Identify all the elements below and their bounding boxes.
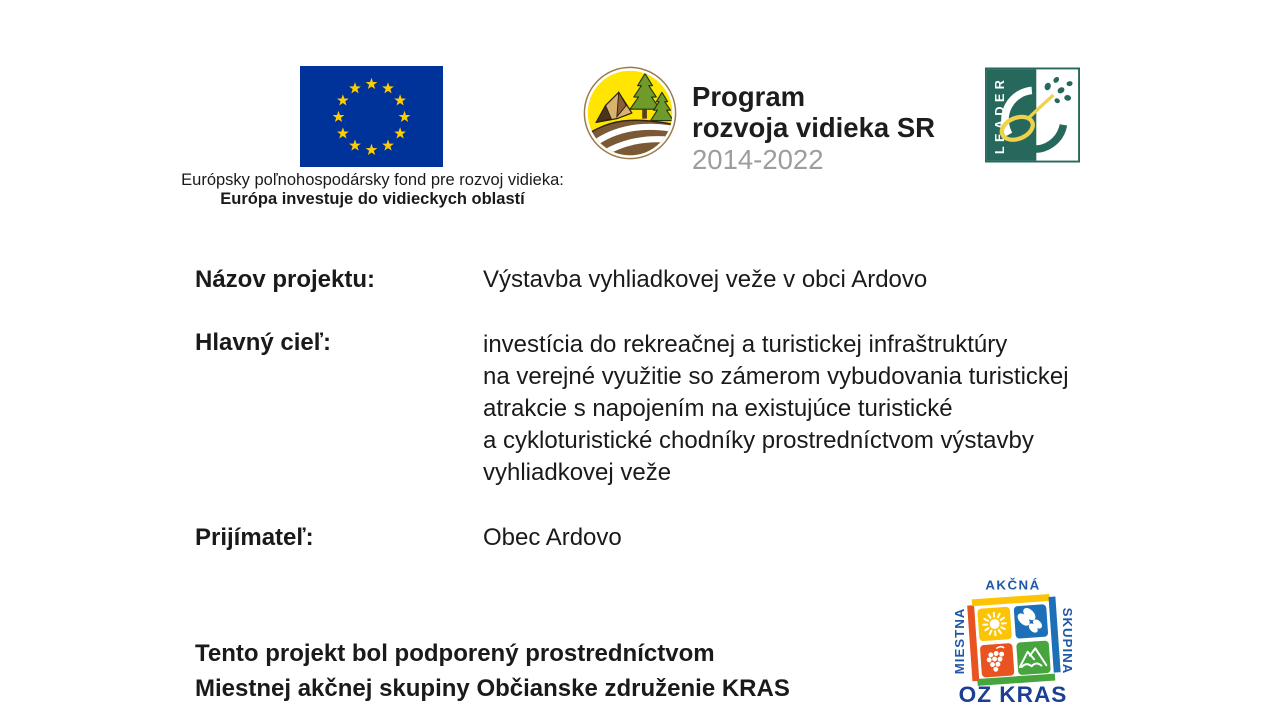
- project-name-label: Názov projektu:: [195, 266, 376, 293]
- prv-title-line1: Program: [692, 81, 806, 112]
- rural-development-program-icon: [583, 66, 677, 160]
- oz-kras-logo: [949, 569, 1077, 707]
- main-goal-line2: na verejné využitie so zámerom vybudovania turistickej: [483, 363, 1069, 390]
- kras-word-top: AKČNÁ: [985, 577, 1041, 593]
- eu-fund-caption: [150, 171, 595, 209]
- support-line1: Tento projekt bol podporený prostredníctvom: [195, 640, 715, 667]
- main-goal-label: Hlavný cieľ:: [195, 329, 331, 356]
- main-goal-line1: investícia do rekreačnej a turistickej infraštruktúry: [483, 331, 1008, 358]
- beneficiary-value: Obec Ardovo: [483, 524, 622, 551]
- leader-label: LEADER: [992, 75, 1007, 155]
- leader-logo: [985, 67, 1080, 163]
- eu-caption-line2: Európa investuje do vidieckych oblastí: [220, 190, 525, 208]
- support-line2: Miestnej akčnej skupiny Občianske združenie KRAS: [195, 675, 790, 702]
- prv-title-line2: rozvoja vidieka SR: [692, 112, 936, 143]
- kras-name: OZ KRAS: [958, 682, 1068, 707]
- eu-flag-logo: [300, 66, 443, 167]
- main-goal-line5: vyhliadkovej veže: [483, 459, 672, 486]
- main-goal-line4: a cykloturistické chodníky prostredníctvom výstavby: [483, 427, 1034, 454]
- project-name-value: Výstavba vyhliadkovej veže v obci Ardovo: [483, 266, 928, 293]
- support-statement: [195, 636, 790, 706]
- eu-caption-line1: Európsky poľnohospodársky fond pre rozvoj vidieka:: [181, 171, 564, 189]
- kras-word-left: MIESTNA: [951, 607, 967, 675]
- prv-years: 2014-2022: [692, 144, 824, 175]
- main-goal-line3: atrakcie s napojením na existujúce turistické: [483, 395, 953, 422]
- prv-program-title: [692, 81, 935, 175]
- kras-emblem-icon: [967, 594, 1061, 687]
- beneficiary-label: Prijímateľ:: [195, 524, 314, 551]
- kras-word-right: SKUPINA: [1060, 607, 1076, 675]
- main-goal-value: [483, 329, 1069, 489]
